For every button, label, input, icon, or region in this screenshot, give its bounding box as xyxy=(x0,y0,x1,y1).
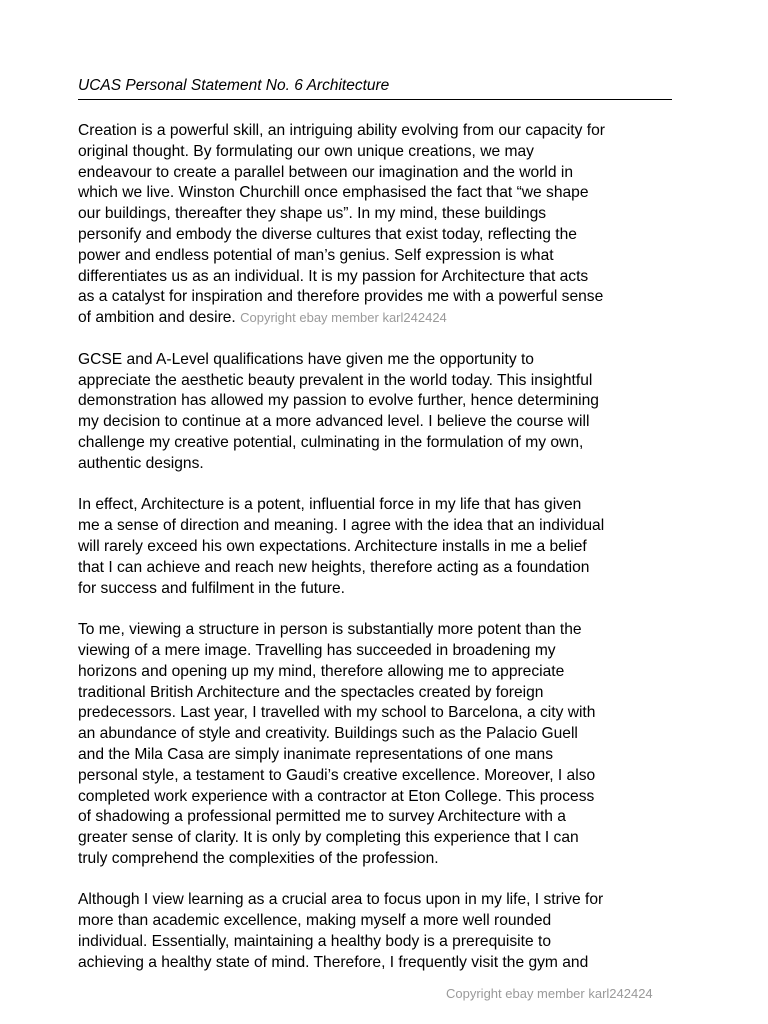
text-line: of shadowing a professional permitted me to survey Architecture with a xyxy=(78,808,566,826)
paragraph-2 xyxy=(78,350,700,475)
text-line: me a sense of direction and meaning. I agree with the idea that an individual xyxy=(78,517,605,535)
text-line: of ambition and desire. xyxy=(78,309,236,327)
text-line: that I can achieve and reach new heights, therefore acting as a foundation xyxy=(78,558,590,576)
paragraph-5 xyxy=(78,890,700,973)
text-line: achieving a healthy state of mind. Therefore, I frequently visit the gym and xyxy=(78,953,589,971)
text-line: will rarely exceed his own expectations. Architecture installs in me a belief xyxy=(78,537,587,555)
inline-watermark: Copyright ebay member karl242424 xyxy=(240,310,447,326)
statement-body xyxy=(78,121,700,994)
document-title: UCAS Personal Statement No. 6 Architecture xyxy=(78,76,672,100)
text-line: an abundance of style and creativity. Buildings such as the Palacio Guell xyxy=(78,725,578,743)
text-line: differentiates us as an individual. It is my passion for Architecture that acts xyxy=(78,267,589,285)
text-line: challenge my creative potential, culminating in the formulation of my own, xyxy=(78,433,584,451)
paragraph-3 xyxy=(78,495,700,599)
text-line: Although I view learning as a crucial area to focus upon in my life, I strive for xyxy=(78,891,604,909)
footer-watermark: Copyright ebay member karl242424 xyxy=(446,986,653,1001)
text-line: viewing of a mere image. Travelling has succeeded in broadening my xyxy=(78,641,556,659)
text-line: original thought. By formulating our own unique creations, we may xyxy=(78,142,534,160)
text-line: traditional British Architecture and the spectacles created by foreign xyxy=(78,683,544,701)
paragraph-4 xyxy=(78,620,700,870)
text-line: truly comprehend the complexities of the profession. xyxy=(78,849,439,867)
text-line: more than academic excellence, making myself a more well rounded xyxy=(78,912,552,930)
text-line: endeavour to create a parallel between our imagination and the world in xyxy=(78,163,573,181)
text-line: personify and embody the diverse cultures that exist today, reflecting the xyxy=(78,225,577,243)
text-line: GCSE and A-Level qualifications have given me the opportunity to xyxy=(78,350,534,368)
text-line: horizons and opening up my mind, therefore allowing me to appreciate xyxy=(78,662,565,680)
text-line: In effect, Architecture is a potent, influential force in my life that has given xyxy=(78,496,582,514)
text-line: appreciate the aesthetic beauty prevalent in the world today. This insightful xyxy=(78,371,593,389)
text-line: personal style, a testament to Gaudi’s creative excellence. Moreover, I also xyxy=(78,766,596,784)
text-line: for success and fulfilment in the future. xyxy=(78,579,345,597)
text-line: demonstration has allowed my passion to evolve further, hence determining xyxy=(78,392,599,410)
text-line: power and endless potential of man’s genius. Self expression is what xyxy=(78,246,554,264)
text-line: as a catalyst for inspiration and therefore provides me with a powerful sense xyxy=(78,288,604,306)
text-line: authentic designs. xyxy=(78,454,204,472)
text-line: completed work experience with a contractor at Eton College. This process xyxy=(78,787,595,805)
text-line: Creation is a powerful skill, an intriguing ability evolving from our capacity for xyxy=(78,122,605,139)
text-line: and the Mila Casa are simply inanimate representations of one mans xyxy=(78,745,553,763)
text-line: To me, viewing a structure in person is substantially more potent than the xyxy=(78,621,582,639)
text-line: individual. Essentially, maintaining a healthy body is a prerequisite to xyxy=(78,933,551,951)
paragraph-1 xyxy=(78,121,700,329)
text-line: greater sense of clarity. It is only by completing this experience that I can xyxy=(78,829,579,847)
text-line: my decision to continue at a more advanced level. I believe the course will xyxy=(78,413,590,431)
text-line-with-watermark xyxy=(78,308,700,329)
text-line: predecessors. Last year, I travelled with my school to Barcelona, a city with xyxy=(78,704,596,722)
text-line: which we live. Winston Churchill once emphasised the fact that “we shape xyxy=(78,184,589,202)
text-line: our buildings, thereafter they shape us”. In my mind, these buildings xyxy=(78,205,547,223)
